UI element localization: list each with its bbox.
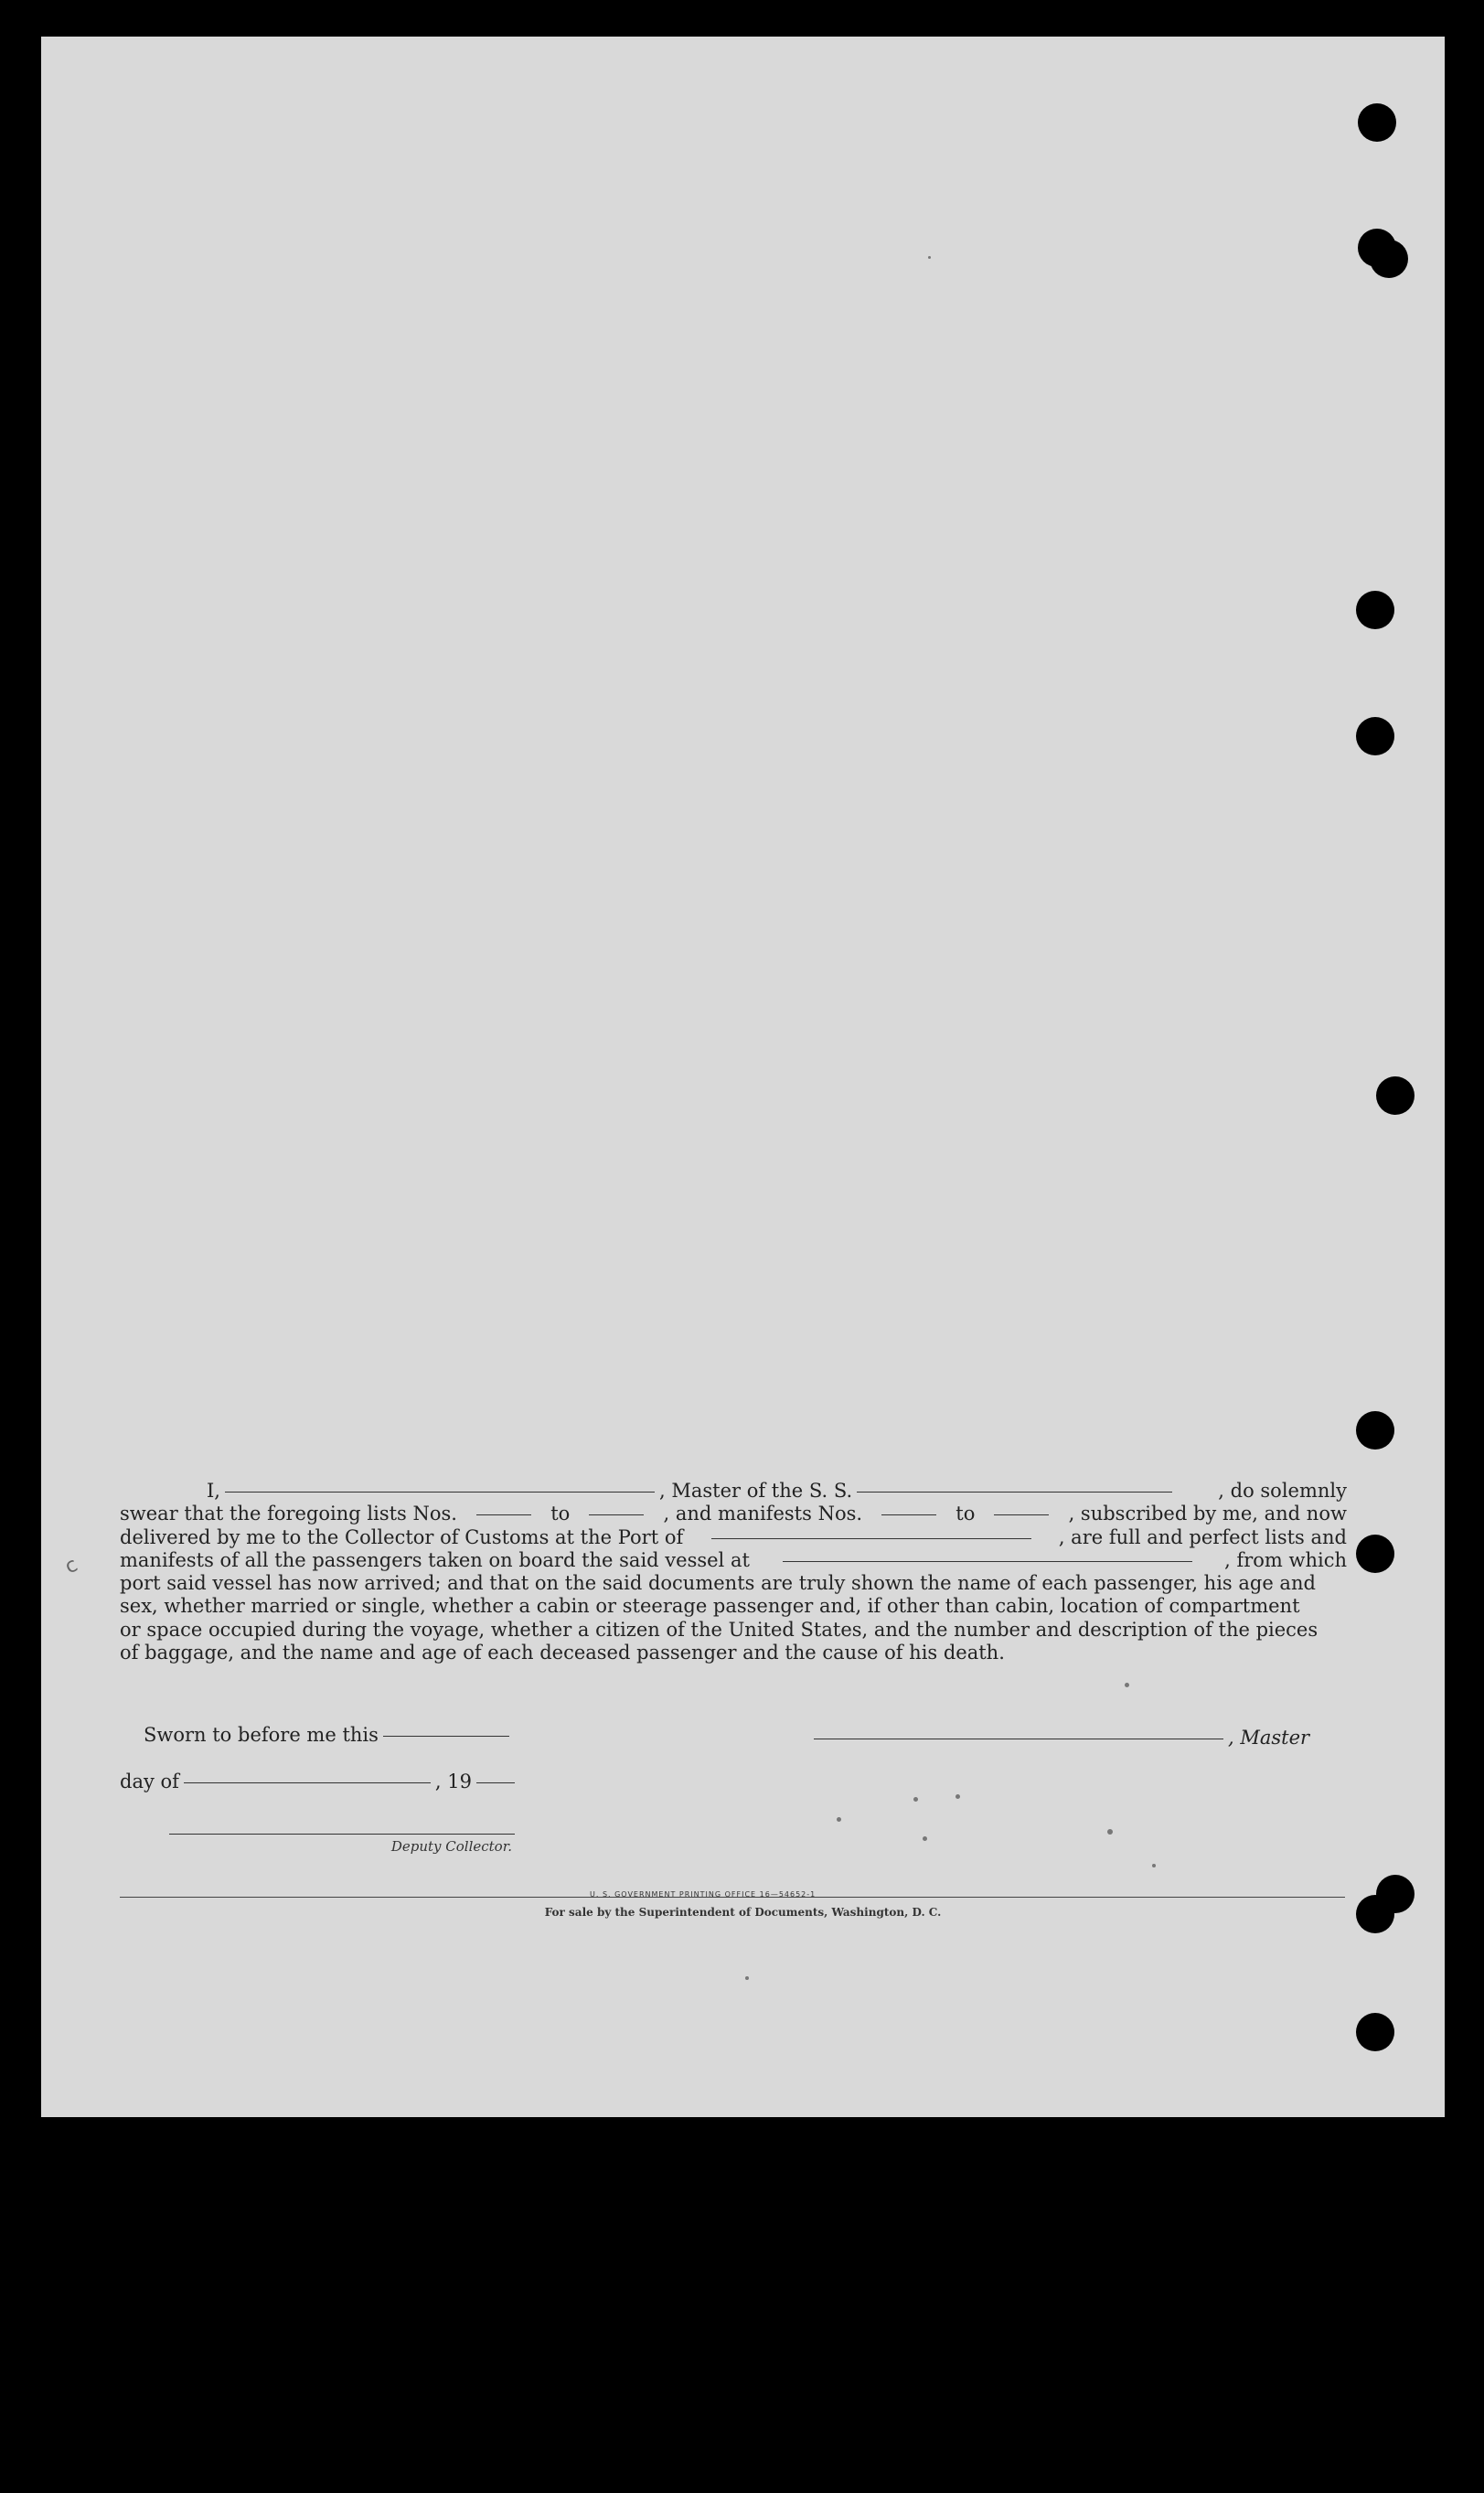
oath-line [120,1480,1347,1503]
oath-text: , from which [1224,1548,1347,1571]
punch-hole [1370,240,1408,278]
master-name-blank [225,1492,655,1493]
ink-speck [956,1794,960,1799]
oath-text: delivered by me to the Collector of Customs at the Port of [120,1525,684,1548]
ink-speck [1107,1829,1113,1835]
manifest-from-blank [881,1514,936,1515]
punch-hole [1356,1411,1394,1450]
punch-hole [1356,2013,1394,2051]
master-label: , Master [1228,1727,1310,1749]
ink-speck [1125,1683,1129,1687]
ink-speck [913,1797,918,1802]
month-blank [184,1782,431,1783]
year-blank [476,1782,515,1783]
ink-speck [928,256,931,259]
day-label: day of [120,1771,179,1792]
ink-speck [837,1817,841,1822]
oath-text: , subscribed by me, and now [1068,1503,1347,1525]
oath-text: to [956,1503,976,1525]
deputy-collector-label: Deputy Collector. [390,1838,512,1855]
deputy-signature-rule [169,1834,515,1835]
punch-hole [1356,591,1394,629]
oath-line: or space occupied during the voyage, whether a citizen of the United States, and the number and description of the pieces [120,1618,1319,1641]
master-signature-line [809,1727,1309,1749]
sale-note: For sale by the Superintendent of Documents, Washington, D. C. [544,1906,942,1919]
port-blank [711,1538,1031,1539]
oath-text: manifests of all the passengers taken on board the said vessel at [120,1548,750,1571]
list-from-blank [476,1514,531,1515]
oath-text: to [550,1503,571,1525]
ship-name-blank [857,1492,1172,1493]
year-label: , 19 [434,1771,472,1792]
pencil-mark: c [61,1553,81,1579]
punch-hole [1356,717,1394,755]
oath-text: , and manifests Nos. [663,1503,863,1525]
list-to-blank [589,1514,644,1515]
form-page [41,37,1445,2117]
oath-line [120,1503,1347,1525]
sworn-date-blank [383,1736,509,1737]
sworn-label: Sworn to before me this [144,1724,379,1746]
printing-office-line: U. S. GOVERNMENT PRINTING OFFICE 16—54652-1 [590,1890,817,1899]
footer-rule [120,1897,1345,1898]
oath-line: port said vessel has now arrived; and that on the said documents are truly shown the name of each passenger, his age and [120,1572,1316,1595]
departure-port-blank [783,1561,1192,1562]
oath-text: swear that the foregoing lists Nos. [120,1503,457,1525]
oath-line: sex, whether married or single, whether a cabin or steerage passenger and, if other than cabin, location of compartment [120,1595,1300,1618]
punch-hole [1376,1076,1415,1115]
day-line [120,1771,519,1792]
punch-hole [1358,103,1396,142]
ink-speck [923,1836,927,1841]
oath-line: of baggage, and the name and age of each deceased passenger and the cause of his death. [120,1642,1005,1664]
oath-text: I, [207,1480,220,1502]
sworn-line [144,1724,514,1746]
punch-hole [1356,1535,1394,1573]
master-oath [120,1480,1347,1664]
ink-speck [745,1976,749,1980]
oath-text: , Master of the S. S. [658,1480,853,1502]
oath-line [120,1526,1347,1549]
manifest-to-blank [994,1514,1049,1515]
ink-speck [1152,1864,1156,1867]
oath-text: , are full and perfect lists and [1058,1525,1347,1548]
oath-line [120,1549,1347,1572]
oath-text: , do solemnly [1218,1480,1347,1502]
